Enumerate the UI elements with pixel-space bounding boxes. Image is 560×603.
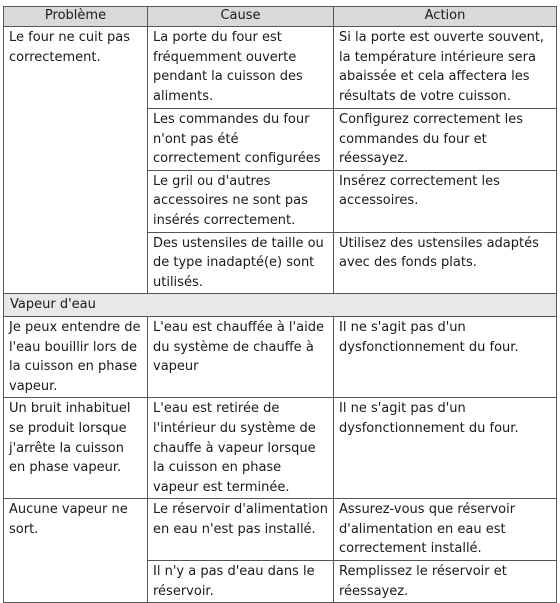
- problem-cell: Le four ne cuit pas correctement.: [4, 27, 148, 294]
- action-cell: Il ne s'agit pas d'un dysfonctionnement du four.: [334, 316, 557, 397]
- cause-cell: Il n'y a pas d'eau dans le réservoir.: [148, 561, 334, 603]
- header-problem: Problème: [4, 7, 148, 27]
- action-cell: Configurez correctement les commandes du four et réessayez.: [334, 109, 557, 171]
- cause-cell: Le réservoir d'alimentation en eau n'est pas installé.: [148, 499, 334, 561]
- action-cell: Si la porte est ouverte souvent, la température intérieure sera abaissée et cela affectera les résultats de votre cuisson.: [334, 27, 557, 109]
- cause-cell: Les commandes du four n'ont pas été correctement configurées: [148, 109, 334, 171]
- table-row: [4, 27, 557, 109]
- action-cell: Assurez-vous que réservoir d'alimentation en eau est correctement installé.: [334, 499, 557, 561]
- troubleshooting-table-wrapper: [3, 6, 556, 603]
- table-row: [4, 316, 557, 397]
- cause-cell: La porte du four est fréquemment ouverte pendant la cuisson des aliments.: [148, 27, 334, 109]
- cause-cell: L'eau est chauffée à l'aide du système de chauffe à vapeur: [148, 316, 334, 397]
- header-action: Action: [334, 7, 557, 27]
- table-row: [4, 398, 557, 499]
- action-cell: Utilisez des ustensiles adaptés avec des fonds plats.: [334, 232, 557, 294]
- header-row: [4, 7, 557, 27]
- cause-cell: Le gril ou d'autres accessoires ne sont pas insérés correctement.: [148, 170, 334, 232]
- problem-cell: Un bruit inhabituel se produit lorsque j'arrête la cuisson en phase vapeur.: [4, 398, 148, 499]
- cause-cell: Des ustensiles de taille ou de type inadapté(e) sont utilisés.: [148, 232, 334, 294]
- action-cell: Insérez correctement les accessoires.: [334, 170, 557, 232]
- cause-cell: L'eau est retirée de l'intérieur du système de chauffe à vapeur lorsque la cuisson en phase vapeur est terminée.: [148, 398, 334, 499]
- problem-cell: Je peux entendre de l'eau bouillir lors de la cuisson en phase vapeur.: [4, 316, 148, 397]
- table-row: [4, 499, 557, 561]
- troubleshooting-table: [3, 6, 557, 603]
- section-row: [4, 294, 557, 317]
- action-cell: Il ne s'agit pas d'un dysfonctionnement du four.: [334, 398, 557, 499]
- action-cell: Remplissez le réservoir et réessayez.: [334, 561, 557, 603]
- problem-cell: Aucune vapeur ne sort.: [4, 499, 148, 603]
- header-cause: Cause: [148, 7, 334, 27]
- section-title: Vapeur d'eau: [4, 294, 557, 317]
